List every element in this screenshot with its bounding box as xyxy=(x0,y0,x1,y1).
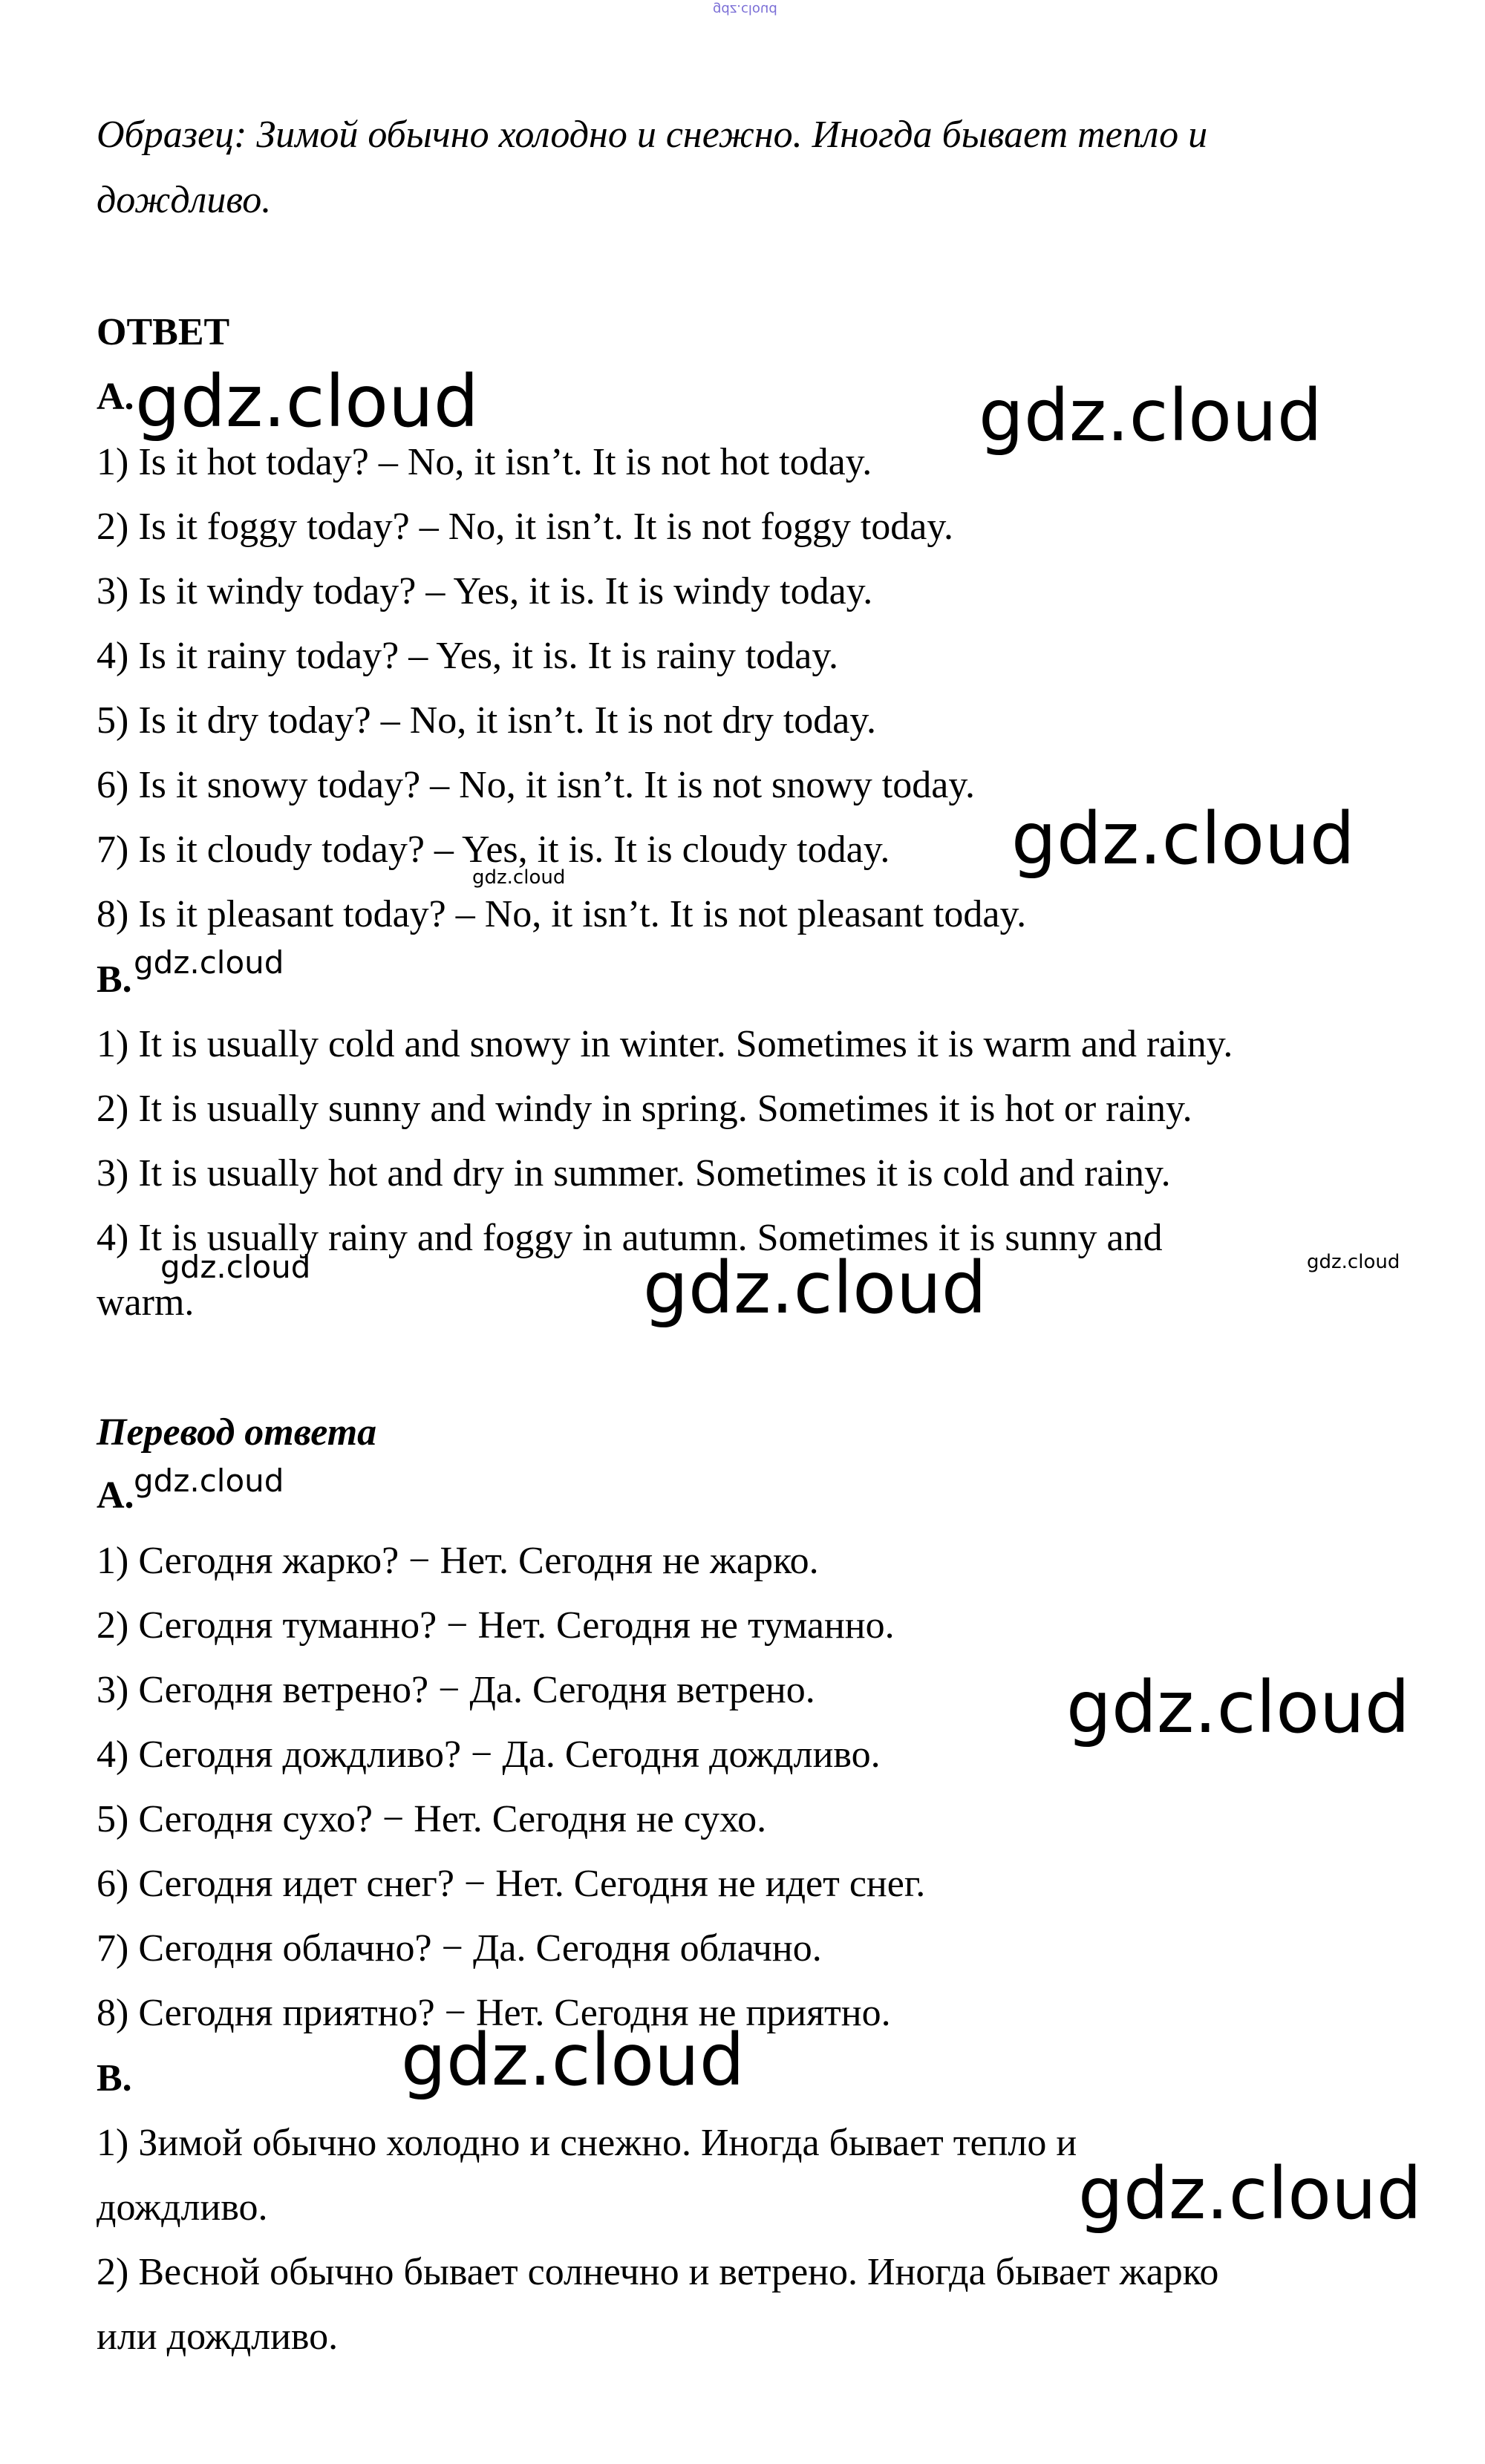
watermark-3: gdz.cloud xyxy=(1011,797,1355,880)
watermark-8: gdz.cloud xyxy=(643,1246,987,1330)
answer-a-item-2: 2) Is it foggy today? – No, it isn’t. It is not foggy today. xyxy=(97,506,954,548)
answer-a-item-3: 3) Is it windy today? – Yes, it is. It is windy today. xyxy=(97,570,873,612)
answer-a-item-6: 6) Is it snowy today? – No, it isn’t. It is not snowy today. xyxy=(97,764,975,806)
answer-b-item-2: 2) It is usually sunny and windy in spring. Sometimes it is hot or rainy. xyxy=(97,1088,1192,1130)
watermark-10: gdz.cloud xyxy=(1066,1666,1410,1749)
watermark-11: gdz.cloud xyxy=(401,2019,745,2102)
answer-b-label: B. xyxy=(97,958,132,1001)
translation-a-item-7: 7) Сегодня облачно? − Да. Сегодня облачно. xyxy=(97,1927,822,1970)
answer-a-item-4: 4) Is it rainy today? – Yes, it is. It is rainy today. xyxy=(97,635,838,677)
watermark-top: gdz.cloud xyxy=(713,1,777,17)
translation-b-item-1: 1) Зимой обычно холодно и снежно. Иногда бывает тепло и xyxy=(97,2122,1077,2164)
translation-a-item-6: 6) Сегодня идет снег? − Нет. Сегодня не идет снег. xyxy=(97,1863,926,1905)
watermark-6: gdz.cloud xyxy=(160,1249,311,1285)
answer-a-item-1: 1) Is it hot today? – No, it isn’t. It is not hot today. xyxy=(97,441,872,483)
translation-b-item-2-cont: или дождливо. xyxy=(97,2316,339,2358)
watermark-2: gdz.cloud xyxy=(979,374,1322,457)
translation-a-item-2: 2) Сегодня туманно? − Нет. Сегодня не туманно. xyxy=(97,1604,895,1647)
translation-b-label: B. xyxy=(97,2057,132,2099)
watermark-12: gdz.cloud xyxy=(1078,2152,1422,2235)
answer-b-item-1: 1) It is usually cold and snowy in winter. Sometimes it is warm and rainy. xyxy=(97,1023,1233,1065)
watermark-9: gdz.cloud xyxy=(134,1463,284,1499)
translation-b-item-1-cont: дождливо. xyxy=(97,2186,268,2229)
sample-line-1: Образец: Зимой обычно холодно и снежно. Иногда бывает тепло и xyxy=(97,114,1208,156)
answer-a-item-7: 7) Is it cloudy today? – Yes, it is. It is cloudy today. xyxy=(97,829,890,871)
translation-a-item-1: 1) Сегодня жарко? − Нет. Сегодня не жарко. xyxy=(97,1540,819,1582)
answer-a-item-5: 5) Is it dry today? – No, it isn’t. It is not dry today. xyxy=(97,699,877,742)
answer-heading: ОТВЕТ xyxy=(97,311,230,353)
watermark-4: gdz.cloud xyxy=(472,866,566,889)
answer-b-item-3: 3) It is usually hot and dry in summer. Sometimes it is cold and rainy. xyxy=(97,1152,1171,1195)
translation-a-item-3: 3) Сегодня ветрено? − Да. Сегодня ветрено. xyxy=(97,1669,815,1711)
answer-a-label: A. xyxy=(97,376,134,418)
answer-b-item-4: 4) It is usually rainy and foggy in autumn. Sometimes it is sunny and xyxy=(97,1217,1163,1259)
translation-a-item-5: 5) Сегодня сухо? − Нет. Сегодня не сухо. xyxy=(97,1798,767,1840)
watermark-5: gdz.cloud xyxy=(134,944,284,981)
translation-a-item-4: 4) Сегодня дождливо? − Да. Сегодня дождливо. xyxy=(97,1733,881,1776)
watermark-1: gdz.cloud xyxy=(135,360,479,443)
answer-a-item-8: 8) Is it pleasant today? – No, it isn’t. It is not pleasant today. xyxy=(97,893,1027,935)
watermark-7: gdz.cloud xyxy=(1307,1251,1400,1273)
sample-line-2: дождливо. xyxy=(97,179,272,221)
translation-heading: Перевод ответа xyxy=(97,1411,377,1454)
translation-a-item-8: 8) Сегодня приятно? − Нет. Сегодня не приятно. xyxy=(97,1992,891,2034)
answer-b-item-4-cont: warm. xyxy=(97,1281,195,1324)
translation-a-label: A. xyxy=(97,1474,134,1517)
translation-b-item-2: 2) Весной обычно бывает солнечно и ветрено. Иногда бывает жарко xyxy=(97,2251,1219,2293)
